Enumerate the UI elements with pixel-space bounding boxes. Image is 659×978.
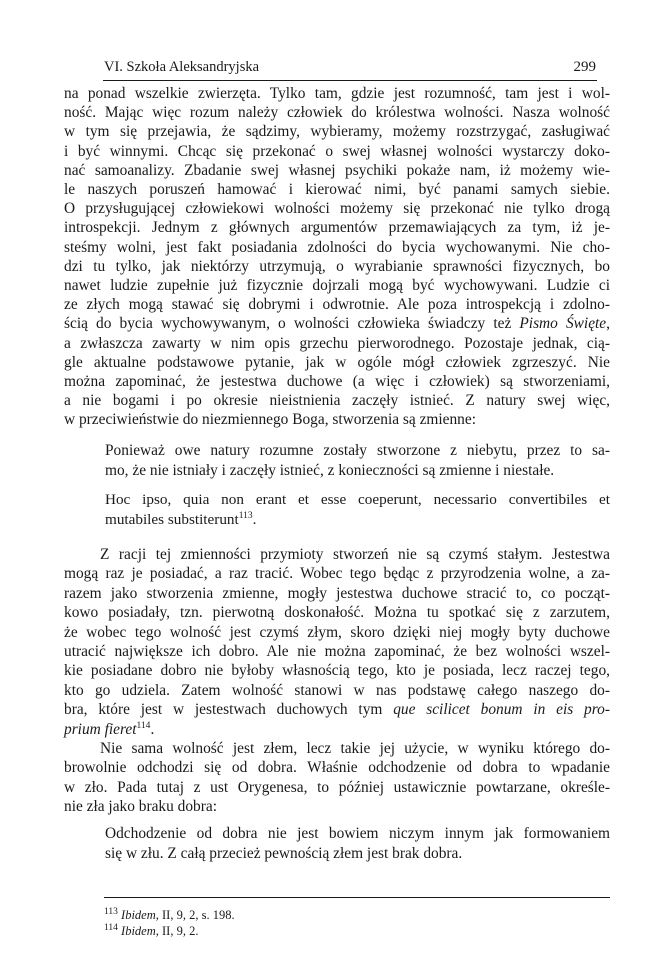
text-line: le naszych poruszeń hamować i kierować nimi, być panami samych siebie. bbox=[64, 181, 610, 199]
text-line: introspekcji. Jednym z głównych argumentów przemawiających za tym, iż je- bbox=[64, 219, 610, 237]
footnote-source: Ibidem bbox=[121, 908, 156, 922]
quote-line bbox=[105, 510, 610, 530]
text-line bbox=[64, 720, 610, 739]
text-line bbox=[64, 700, 610, 719]
quote-line: Hoc ipso, quia non erant et esse coeperunt, necessario convertibiles et bbox=[105, 491, 610, 508]
text-line: w zło. Pada tutaj z ust Orygenesa, to później ustawicznie powtarzane, określe- bbox=[64, 778, 610, 796]
text-segment: . bbox=[150, 720, 155, 738]
text-line: w tym się przejawia, że sądzimy, wybieramy, możemy rozstrzygać, zasługiwać bbox=[64, 123, 610, 141]
text-line: i być winnymi. Chcąc się przekonać o swej własnej wolności wystarczy doko- bbox=[64, 142, 610, 160]
text-line: na ponad wszelkie zwierzęta. Tylko tam, gdzie jest rozumność, tam jest i wol- bbox=[64, 85, 610, 102]
footnote-ref-113[interactable]: 113 bbox=[238, 510, 253, 521]
quote-line: Odchodzenie od dobra nie jest bowiem niczym innym jak formowaniem bbox=[105, 825, 610, 842]
text-segment: bra, które jest w jestestwach duchowych tym bbox=[64, 701, 394, 719]
block-quote-polish bbox=[105, 441, 610, 480]
paragraph-freedom bbox=[64, 84, 610, 430]
text-segment: Z racji tej zmienności przymioty stworzeń nie są czymś stałym. Jestestwa bbox=[100, 546, 610, 563]
footnote-mark: 113 bbox=[104, 906, 118, 917]
running-header-chapter: VI. Szkoła Aleksandryjska bbox=[104, 59, 260, 75]
text-line: że wobec tego wolność jest czymś złym, skoro dzięki niej mogły byty duchowe bbox=[64, 623, 610, 641]
text-line: kto go udziela. Zatem wolność stanowi w nas podstawę całego naszego do- bbox=[64, 681, 610, 699]
quote-line: Ponieważ owe natury rozumne zostały stworzone z niebytu, przez to sa- bbox=[105, 442, 610, 459]
text-line: można zapominać, że jestestwa duchowe (a więc i człowiek) są stworzeniami, bbox=[64, 373, 610, 391]
footnote-source: Ibidem bbox=[121, 924, 156, 938]
quote-line: mo, że nie istniały i zaczęły istnieć, z konieczności są zmienne i niestałe. bbox=[105, 461, 555, 479]
page-number: 299 bbox=[573, 59, 596, 75]
header-rule bbox=[103, 80, 597, 81]
block-quote-latin bbox=[105, 490, 610, 529]
footnote-114 bbox=[104, 923, 235, 939]
text-line: ność. Mając więc rozum należy człowiek do królestwa wolności. Nasza wolność bbox=[64, 104, 610, 122]
footnote-ref: , II, 9, 2. bbox=[155, 924, 199, 938]
footnote-rule bbox=[104, 897, 610, 898]
text-line: utracić największe ich dobro. Ale nie można zapominać, że bez wolności wszel- bbox=[64, 643, 610, 661]
text-segment: , bbox=[606, 315, 610, 333]
text-line: nawet ludzie zupełnie już fizycznie dojrzali mogą być wychowywani. Ludzie ci bbox=[64, 277, 610, 295]
italic-latin-phrase: prium fieret bbox=[64, 720, 137, 738]
text-line bbox=[64, 314, 610, 333]
text-line: w przeciwieństwie do niezmiennego Boga, stworzenia są zmienne: bbox=[64, 411, 476, 429]
text-line: O przysługującej człowiekowi wolności możemy się przekonać nie tylko drogą bbox=[64, 200, 610, 218]
text-segment: ścią do bycia wychowywanym, o wolności człowieka świadczy też bbox=[64, 315, 520, 333]
paragraph-mutability bbox=[64, 545, 610, 817]
text-line bbox=[64, 739, 610, 758]
quote-line: się w złu. Z całą przecież pewnością złem jest brak dobra. bbox=[105, 845, 463, 862]
footnote-113 bbox=[104, 907, 235, 923]
text-line bbox=[64, 545, 610, 564]
footnote-ref: , II, 9, 2, s. 198. bbox=[155, 908, 235, 922]
text-line: ze złych mogą stawać się dobrymi i odwrotnie. Ale poza introspekcją i zdolno- bbox=[64, 296, 610, 314]
footnotes bbox=[104, 907, 235, 939]
footnote-ref-114[interactable]: 114 bbox=[136, 720, 151, 731]
italic-latin-phrase: que scilicet bonum in eis pro- bbox=[393, 701, 610, 719]
text-line: mogą raz je posiadać, a raz tracić. Wobec tego będąc z przyrodzenia wolne, a za- bbox=[64, 565, 610, 583]
text-line: steśmy wolni, jest fakt posiadania zdolności do bycia wychowanymi. Nie cho- bbox=[64, 238, 610, 256]
text-segment: Nie sama wolność jest złem, lecz takie jej użycie, w wyniku którego do- bbox=[100, 740, 610, 758]
text-segment: mutabiles substiterunt bbox=[105, 510, 239, 528]
text-line: kie posiadane dobro nie byłoby własnością tego, kto je posiada, lecz raczej tego, bbox=[64, 662, 610, 680]
text-line: razem jako stworzenia zmienne, mogły jestestwa duchowe stracić to, co począt- bbox=[64, 584, 610, 602]
text-line: kowo posiadały, tzn. pierwotną doskonałość. Można tu spotkać się z zarzutem, bbox=[64, 604, 610, 622]
block-quote-evil bbox=[105, 824, 610, 864]
text-line: nać samoanalizy. Zbadanie swej własnej psychiki pokaże nam, iż możemy wie- bbox=[64, 161, 610, 179]
text-line: dzi tu tylko, jak niektórzy utrzymują, o wyrabianie sprawności fizycznych, bo bbox=[64, 257, 610, 275]
text-line: nie zła jako braku dobra: bbox=[64, 798, 217, 816]
text-line: a zwłaszcza zawarty w nim opis grzechu pierworodnego. Pozostaje jednak, cią- bbox=[64, 334, 610, 352]
footnote-mark: 114 bbox=[104, 922, 118, 933]
italic-title-pismo-swiete: Pismo Święte bbox=[519, 315, 607, 333]
text-line: gle aktualne podstawowe pytanie, jak w ogóle mógł człowiek zgrzeszyć. Nie bbox=[64, 353, 610, 371]
text-segment: . bbox=[252, 510, 257, 528]
text-line: browolnie odchodzi się od dobra. Właśnie odchodzenie od dobra to wpadanie bbox=[64, 759, 610, 777]
text-line: a nie bogami i po okresie nieistnienia zaczęły istnieć. Z natury swej więc, bbox=[64, 392, 610, 410]
